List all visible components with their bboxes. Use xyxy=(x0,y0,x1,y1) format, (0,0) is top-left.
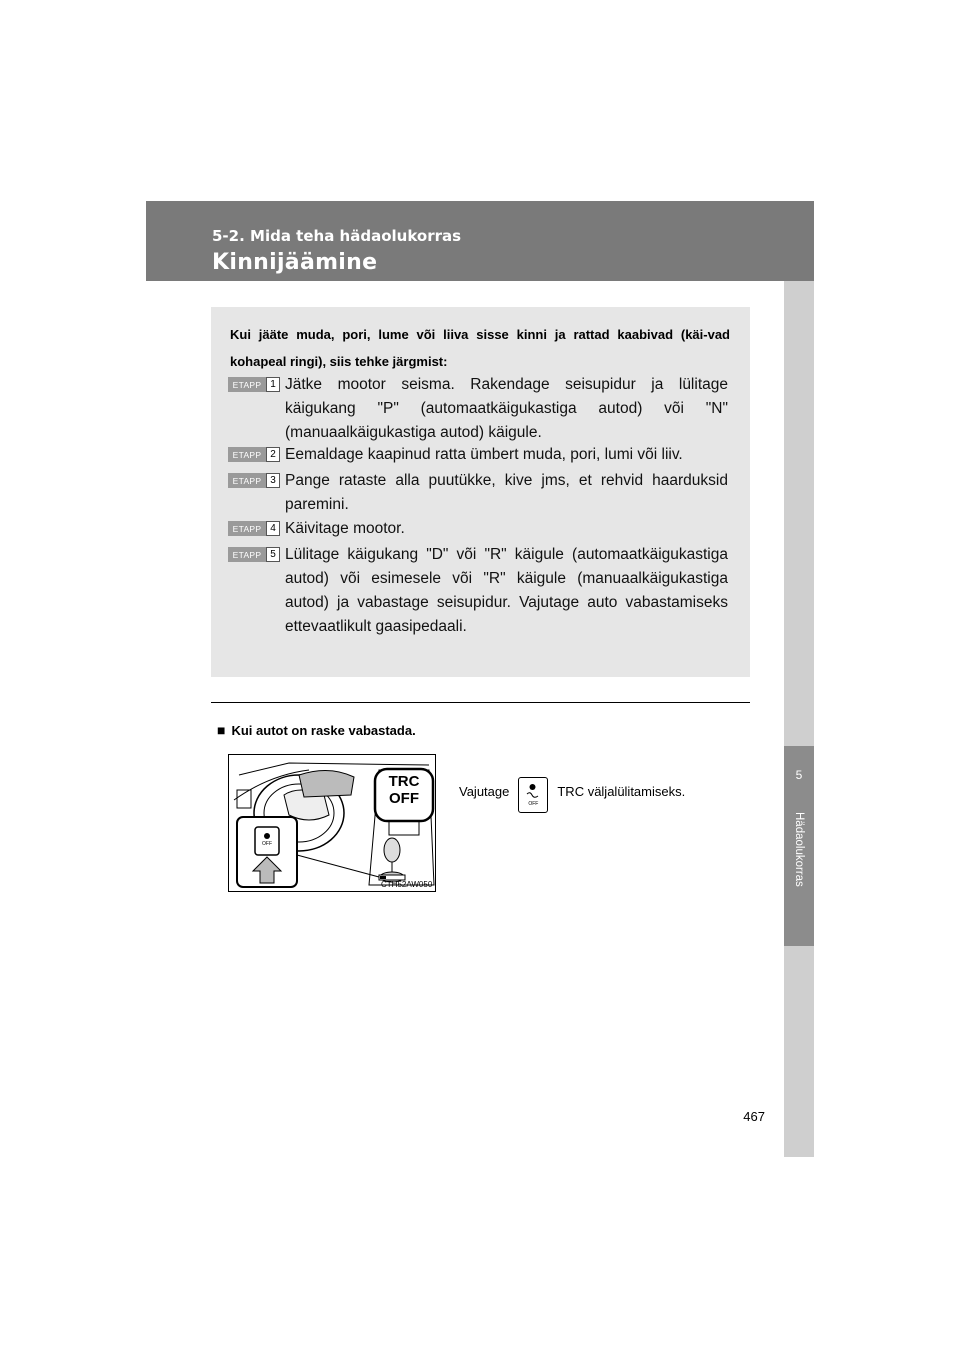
dashboard-illustration xyxy=(228,754,436,892)
step-text-1: Jätke mootor seisma. Rakendage seisupidur ja lülitage käigukang "P" (automaatkäigukastiga autod) või "N" (manuaalkäigukastiga autod) käigule. xyxy=(285,376,728,441)
button-off-label: OFF xyxy=(262,841,272,847)
page-number: 467 xyxy=(743,1109,765,1124)
trc-button-label: OFF xyxy=(528,801,539,807)
trc-off-callout xyxy=(375,773,433,807)
bullet-square: ■ xyxy=(217,722,226,738)
step-badge-5 xyxy=(228,547,280,562)
step-label: ETAPP xyxy=(228,447,266,462)
step-text-3: Pange rataste alla puutükke, kive jms, et rehvid haarduksid paremini. xyxy=(285,472,728,513)
step-text-5: Lülitage käigukang "D" või "R" käigule (automaatkäigukastiga autod) või esimesele või "R" käigule (manuaalkäigukastiga autod) ja vabastage seisupidur. Vajutage auto vabastamiseks ettevaatlikult gaasipedaali. xyxy=(285,546,728,635)
page-title: Kinnijäämine xyxy=(212,250,378,275)
step-text-4: Käivitage mootor. xyxy=(285,520,405,537)
callout-line-2: OFF xyxy=(389,790,419,807)
chapter-name: Hädaolukorras xyxy=(793,812,805,887)
step-label: ETAPP xyxy=(228,547,266,562)
callout-line-1: TRC xyxy=(388,773,420,790)
step-number: 2 xyxy=(266,447,280,462)
step-label: ETAPP xyxy=(228,377,266,392)
step-number: 1 xyxy=(266,377,280,392)
chapter-number: 5 xyxy=(795,768,803,782)
trc-off-button-icon xyxy=(518,777,548,813)
divider xyxy=(211,702,750,703)
side-tab xyxy=(784,281,814,1157)
figure-code: CTH52AW050 xyxy=(381,880,433,889)
step-number: 5 xyxy=(266,547,280,562)
step-number: 4 xyxy=(266,521,280,536)
step-badge-2 xyxy=(228,447,280,462)
section-number: 5-2. Mida teha hädaolukorras xyxy=(212,227,462,245)
subsection-heading xyxy=(217,722,416,738)
step-badge-4 xyxy=(228,521,280,536)
step-label: ETAPP xyxy=(228,521,266,536)
trc-caption xyxy=(459,773,685,809)
intro-text: Kui jääte muda, pori, lume või liiva sisse kinni ja rattad kaabivad (käi-vad kohapeal ringi), siis tehke järgmist: xyxy=(230,327,730,369)
step-label: ETAPP xyxy=(228,473,266,488)
step-text-2: Eemaldage kaapinud ratta ümbert muda, pori, lumi või liiv. xyxy=(285,446,683,463)
subsection-heading-text: Kui autot on raske vabastada. xyxy=(231,723,416,738)
step-number: 3 xyxy=(266,473,280,488)
caption-after: TRC väljalülitamiseks. xyxy=(557,783,686,799)
caption-before: Vajutage xyxy=(459,783,510,799)
step-badge-3 xyxy=(228,473,280,488)
step-badge-1 xyxy=(228,377,280,392)
